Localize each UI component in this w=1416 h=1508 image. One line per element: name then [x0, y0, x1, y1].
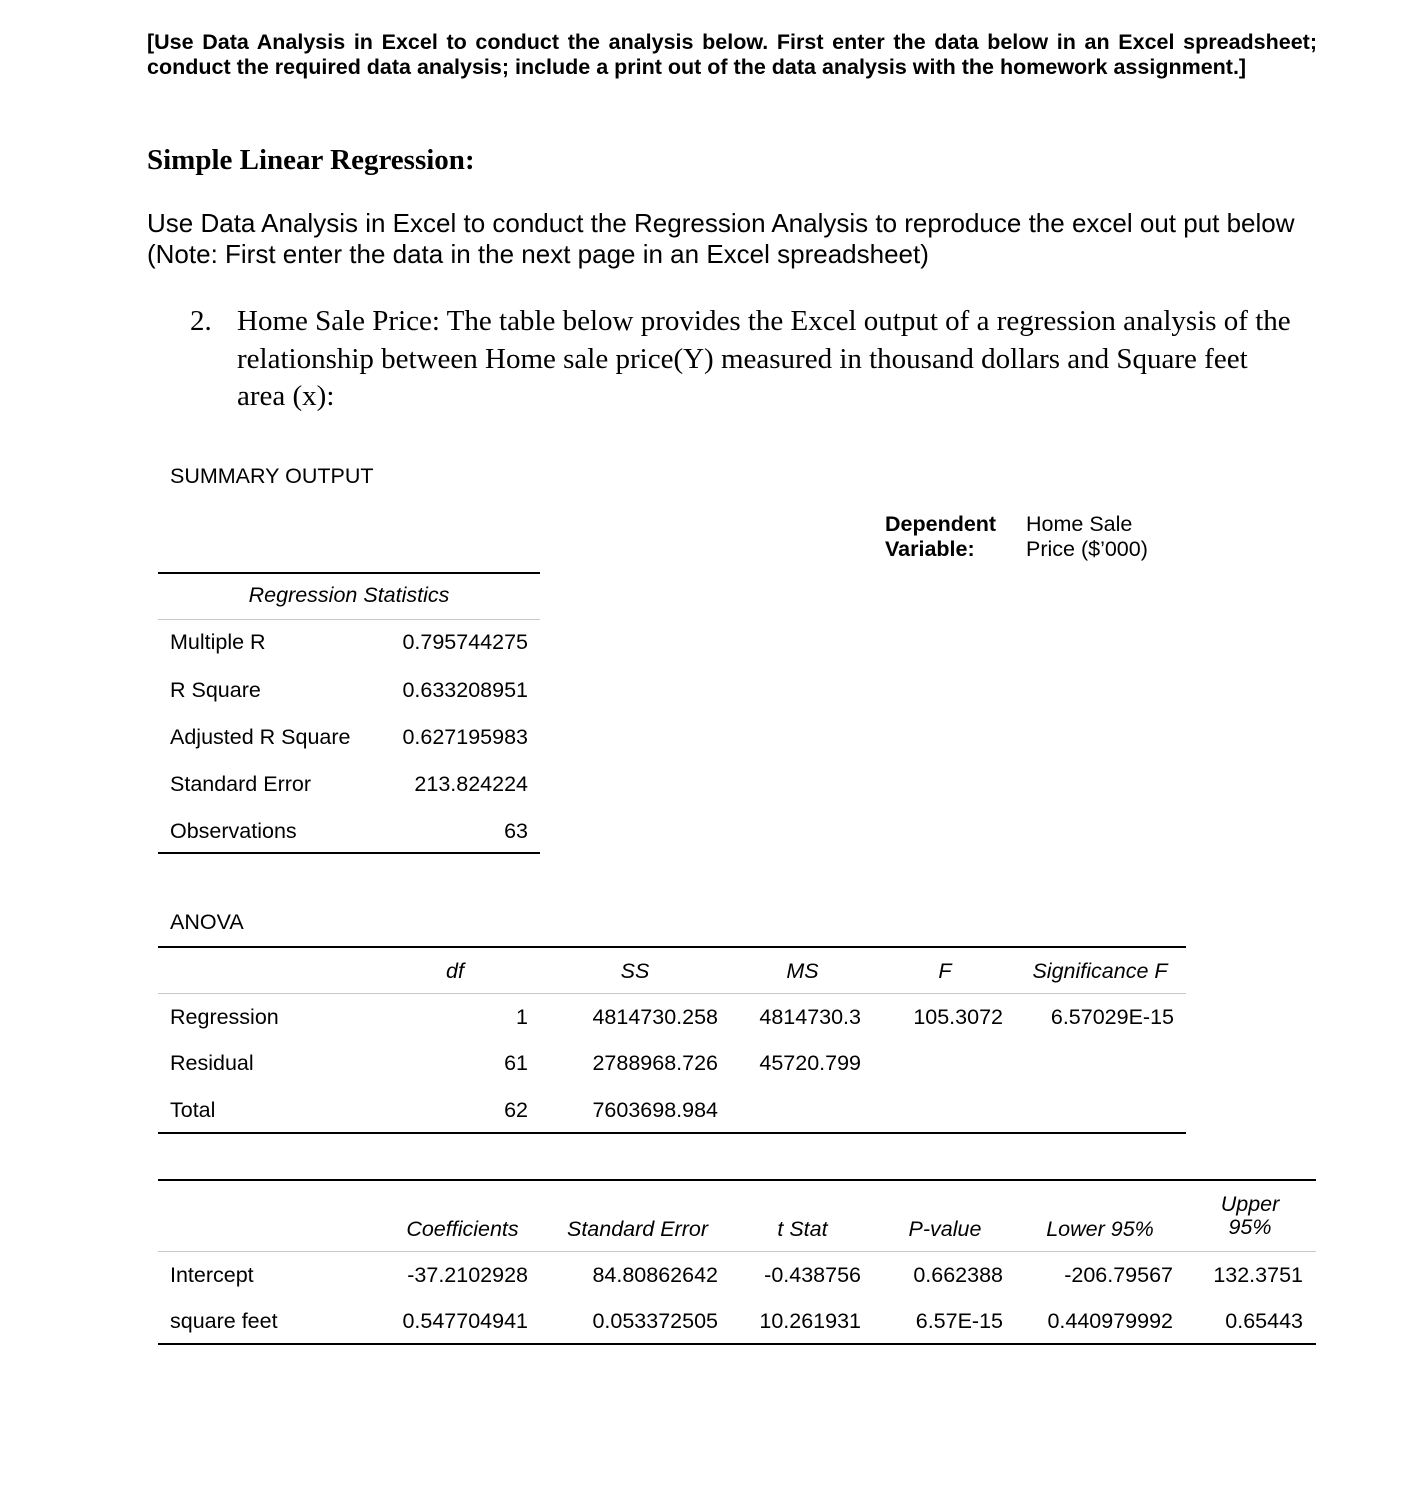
section-title: Simple Linear Regression:	[147, 144, 475, 176]
stat-label: Observations	[170, 819, 297, 843]
question-number: 2.	[190, 305, 212, 337]
anova-df: 62	[504, 1098, 528, 1122]
table-bottom-rule	[158, 1132, 1186, 1134]
anova-ms: 45720.799	[759, 1051, 861, 1075]
upper-95-line2: 95%	[1228, 1215, 1272, 1239]
table-top-rule	[158, 946, 1186, 948]
stat-value: 0.633208951	[402, 678, 528, 702]
table-bottom-rule	[158, 852, 540, 854]
anova-label: ANOVA	[170, 910, 244, 934]
coef-p-value: 0.662388	[913, 1263, 1003, 1287]
intro-text: Use Data Analysis in Excel to conduct the Regression Analysis to reproduce the excel out put below (Note: First enter the data in the next page in an Excel spreadsheet)	[147, 208, 1295, 269]
dependent-label-line2: Variable:	[885, 537, 975, 561]
anova-df: 61	[504, 1051, 528, 1075]
anova-row-label: Residual	[170, 1051, 254, 1075]
anova-f: 105.3072	[913, 1005, 1003, 1029]
coef-value: 0.547704941	[402, 1309, 528, 1333]
coef-standard-error: 0.053372505	[592, 1309, 718, 1333]
anova-header-ms: MS	[786, 959, 819, 983]
coef-lower-95: 0.440979992	[1047, 1309, 1173, 1333]
stat-label: Standard Error	[170, 772, 312, 796]
question-text: Home Sale Price: The table below provides the Excel output of a regression analysis of the relationship between Home sale price(Y) measured in thousand dollars and Square feet area (x):	[237, 305, 1291, 412]
stat-value: 213.824224	[414, 772, 528, 796]
coef-header-lower-95: Lower 95%	[1046, 1217, 1154, 1241]
anova-ss: 2788968.726	[592, 1051, 718, 1075]
table-top-rule	[158, 572, 540, 574]
anova-ms: 4814730.3	[759, 1005, 861, 1029]
upper-95-line1: Upper	[1220, 1192, 1280, 1216]
anova-row-label: Total	[170, 1098, 216, 1122]
coef-value: -37.2102928	[407, 1263, 528, 1287]
anova-header-ss: SS	[620, 959, 650, 983]
anova-df: 1	[516, 1005, 528, 1029]
table-top-rule	[158, 1179, 1316, 1181]
coef-header-t-stat: t Stat	[777, 1217, 828, 1241]
coef-upper-95: 0.65443	[1225, 1309, 1303, 1333]
coef-standard-error: 84.80862642	[592, 1263, 718, 1287]
coef-header-standard-error: Standard Error	[566, 1217, 708, 1241]
anova-sig-f: 6.57029E-15	[1050, 1005, 1174, 1029]
coef-row-label: Intercept	[170, 1263, 254, 1287]
anova-ss: 4814730.258	[592, 1005, 718, 1029]
question-2	[190, 303, 1300, 416]
coef-t-stat: -0.438756	[764, 1263, 861, 1287]
anova-ss: 7603698.984	[592, 1098, 718, 1122]
header-rule	[158, 1251, 1316, 1252]
anova-header-df: df	[446, 959, 464, 983]
anova-header-sig-f: Significance F	[1032, 959, 1168, 983]
instructions-text: [Use Data Analysis in Excel to conduct the analysis below. First enter the data below in an Excel spreadsheet; conduct the required data analysis; include a print out of the data analysis with the homework assignment.]	[147, 30, 1317, 79]
coef-p-value: 6.57E-15	[915, 1309, 1003, 1333]
coef-row-label: square feet	[170, 1309, 278, 1333]
dependent-variable-label	[885, 512, 996, 562]
stat-value: 0.627195983	[402, 725, 528, 749]
stat-value: 0.795744275	[402, 630, 528, 654]
stat-label: Multiple R	[170, 630, 266, 654]
header-rule	[158, 619, 540, 620]
stat-label: Adjusted R Square	[170, 725, 351, 749]
anova-row-label: Regression	[170, 1005, 279, 1029]
coef-header-coefficients: Coefficients	[406, 1217, 519, 1241]
dependent-label-line1: Dependent	[885, 512, 997, 536]
coef-lower-95: -206.79567	[1064, 1263, 1173, 1287]
regression-statistics-header: Regression Statistics	[248, 583, 450, 607]
coef-header-p-value: P-value	[908, 1217, 982, 1241]
coef-t-stat: 10.261931	[759, 1309, 861, 1333]
summary-output-label: SUMMARY OUTPUT	[170, 464, 374, 488]
coef-upper-95: 132.3751	[1213, 1263, 1303, 1287]
dependent-variable-value	[1026, 512, 1148, 562]
stat-value: 63	[504, 819, 528, 843]
coef-header-upper-95	[1200, 1193, 1300, 1239]
dependent-value-line1: Home Sale	[1026, 512, 1133, 536]
anova-header-f: F	[938, 959, 952, 983]
stat-label: R Square	[170, 678, 261, 702]
dependent-value-line2: Price ($’000)	[1026, 537, 1148, 561]
header-rule	[158, 993, 1186, 994]
table-bottom-rule	[158, 1343, 1316, 1345]
